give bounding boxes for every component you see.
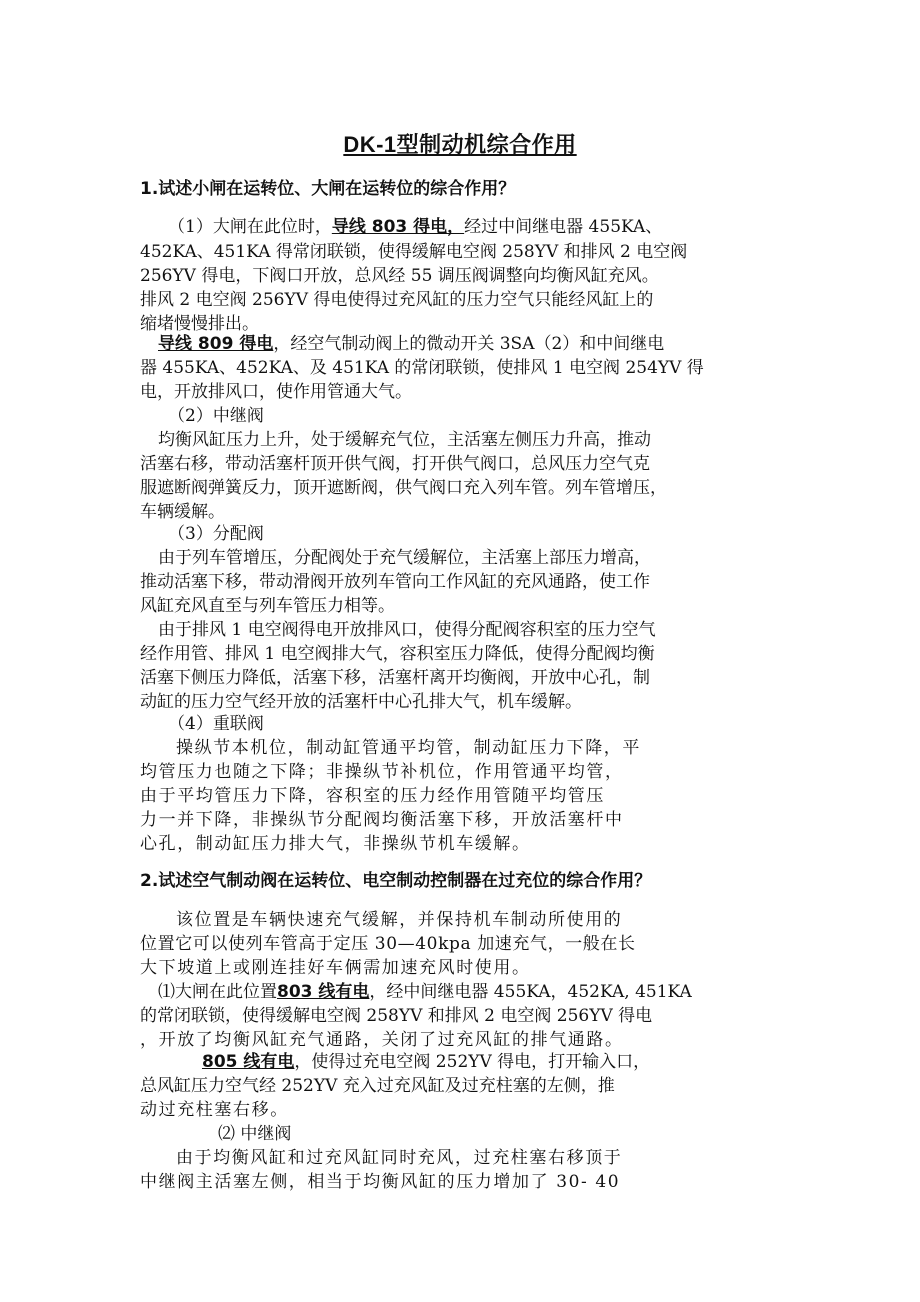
- paragraph-line: 的常闭联锁，使得缓解电空阀 258YV 和排风 2 电空阀 256YV 得电: [140, 1006, 653, 1026]
- document-title: DK-1型制动机综合作用: [343, 132, 577, 157]
- paragraph-line: 大下坡道上或刚连挂好车俩需加速充风时使用。: [140, 958, 531, 978]
- text-span: 经过中间继电器 455KA、: [464, 217, 663, 237]
- text-span: ，使得过充电空阀 252YV 得电，打开输入口，: [294, 1052, 651, 1072]
- paragraph-line: 452KA、451KA 得常闭联锁，使得缓解电空阀 258YV 和排风 2 电空阀: [140, 242, 688, 262]
- paragraph-line: 车辆缓解。: [140, 502, 225, 522]
- paragraph-line: 心孔，制动缸压力排大气，非操纵节机车缓解。: [140, 834, 531, 854]
- paragraph-line: 活塞右移，带动活塞杆顶开供气阀，打开供气阀口，总风压力空气克: [140, 454, 650, 474]
- highlighted-wire-803: 803 线有电: [277, 982, 370, 1002]
- highlighted-wire-805: 805 线有电: [202, 1052, 295, 1072]
- paragraph-line: 动过充柱塞右移。: [140, 1100, 289, 1120]
- text-span: ，经中间继电器 455KA，452KA, 451KA: [369, 982, 692, 1002]
- paragraph-line: 256YV 得电，下阀口开放，总风经 55 调压阀调整向均衡风缸充风。: [140, 266, 659, 286]
- question-1-heading: 1.试述小闸在运转位、大闸在运转位的综合作用？: [140, 179, 516, 199]
- paragraph-line: [140, 215, 868, 239]
- highlighted-wire-803: 导线 803 得电，: [331, 217, 465, 237]
- paragraph-line: ，开放了均衡风缸充气通路，关闭了过充风缸的排气通路。: [140, 1030, 624, 1050]
- paragraph-line: 由于均衡风缸和过充风缸同时充风，过充柱塞右移顶于: [176, 1148, 623, 1168]
- paragraph-line: 动缸的压力空气经开放的活塞杆中心孔排大气，机车缓解。: [140, 692, 582, 712]
- paragraph-line: [140, 980, 858, 1004]
- subheading-relay-valve: （2）中继阀: [168, 406, 264, 426]
- paragraph-line: 位置它可以使列车管高于定压 30—40kpa 加速充气，一般在长: [140, 934, 636, 954]
- highlighted-wire-809: 导线 809 得电: [158, 334, 274, 354]
- text-span: ⑴大闸在此位置: [158, 982, 277, 1002]
- paragraph-line: 排风 2 电空阀 256YV 得电使得过充风缸的压力空气只能经风缸上的: [140, 290, 654, 310]
- paragraph-line: 由于排风 1 电空阀得电开放排风口，使得分配阀容积室的压力空气: [158, 620, 656, 640]
- paragraph-line: 活塞下侧压力降低，活塞下移，活塞杆离开均衡阀，开放中心孔，制: [140, 668, 650, 688]
- paragraph-line: 总风缸压力空气经 252YV 充入过充风缸及过充柱塞的左侧，推: [140, 1076, 615, 1096]
- paragraph-line: 缩堵慢慢排出。: [140, 314, 259, 334]
- subheading-distributing-valve: （3）分配阀: [168, 524, 264, 544]
- paragraph-line: 风缸充风直至与列车管压力相等。: [140, 596, 395, 616]
- paragraph-line: 器 455KA、452KA、及 451KA 的常闭联锁，使排风 1 电空阀 254YV 得: [140, 358, 704, 378]
- paragraph-line: [140, 332, 858, 356]
- paragraph-line: 操纵节本机位，制动缸管通平均管，制动缸压力下降，平: [176, 738, 641, 758]
- subheading-multiple-unit-valve: （4）重联阀: [168, 714, 264, 734]
- paragraph-line: [140, 1050, 902, 1074]
- subheading-relay-valve: ⑵ 中继阀: [218, 1124, 292, 1144]
- text-span: ，经空气制动阀上的微动开关 3SA（2）和中间继电: [273, 334, 665, 354]
- question-2-heading: 2.试述空气制动阀在运转位、电空制动控制器在过充位的综合作用？: [140, 871, 652, 891]
- paragraph-line: 中继阀主活塞左侧，相当于均衡风缸的压力增加了 30- 40: [140, 1172, 621, 1192]
- paragraph-line: 服遮断阀弹簧反力，顶开遮断阀，供气阀口充入列车管。列车管增压，: [140, 478, 667, 498]
- paragraph-line: 由于列车管增压，分配阀处于充气缓解位，主活塞上部压力增高，: [158, 548, 651, 568]
- paragraph-line: 推动活塞下移，带动滑阀开放列车管向工作风缸的充风通路，使工作: [140, 572, 650, 592]
- paragraph-line: 经作用管、排风 1 电空阀排大气，容积室压力降低，使得分配阀均衡: [140, 644, 655, 664]
- paragraph-line: 电，开放排风口，使作用管通大气。: [140, 382, 412, 402]
- text-span: （1）大闸在此位时，: [168, 217, 332, 237]
- paragraph-line: 均管压力也随之下降；非操纵节补机位，作用管通平均管，: [140, 762, 624, 782]
- paragraph-line: 均衡风缸压力上升，处于缓解充气位，主活塞左侧压力升高，推动: [158, 430, 651, 450]
- paragraph-line: 力一并下降，非操纵节分配阀均衡活塞下移，开放活塞杆中: [140, 810, 624, 830]
- paragraph-line: 该位置是车辆快速充气缓解，并保持机车制动所使用的: [176, 910, 623, 930]
- paragraph-line: 由于平均管压力下降，容积室的压力经作用管随平均管压: [140, 786, 605, 806]
